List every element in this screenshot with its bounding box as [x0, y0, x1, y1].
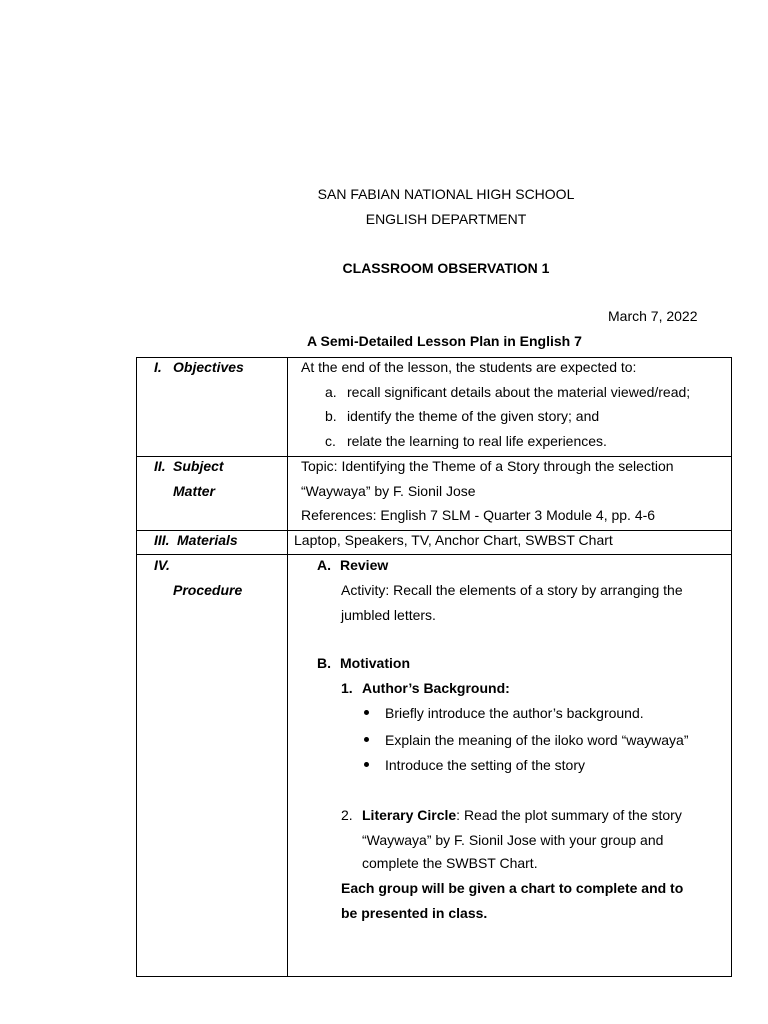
- group-note: Each group will be given a chart to complete and to: [341, 880, 684, 896]
- materials-number: III.: [154, 532, 170, 548]
- objectives-intro: At the end of the lesson, the students are expected to:: [301, 359, 637, 375]
- literary-circle-title: Literary Circle: [362, 807, 457, 823]
- subject-matter-label-cont: Matter: [173, 483, 216, 499]
- objective-item: relate the learning to real life experiences.: [347, 433, 607, 449]
- procedure-label: Procedure: [173, 582, 243, 598]
- bullet-icon: [364, 762, 369, 767]
- references-text: References: English 7 SLM - Quarter 3 Module 4, pp. 4-6: [301, 507, 656, 523]
- bullet-icon: [364, 710, 369, 715]
- bullet-item: Briefly introduce the author’s background.: [385, 705, 644, 721]
- subject-matter-label: Subject: [173, 458, 224, 474]
- lesson-plan-table: [136, 357, 732, 977]
- literary-circle-text-cont: “Waywaya” by F. Sionil Jose with your group and: [362, 832, 664, 848]
- row-divider: [137, 456, 731, 457]
- objective-marker: b.: [325, 408, 337, 424]
- department-name: ENGLISH DEPARTMENT: [365, 211, 527, 227]
- review-activity-cont: jumbled letters.: [341, 607, 436, 623]
- observation-title: CLASSROOM OBSERVATION 1: [342, 260, 550, 276]
- literary-circle-line: [362, 807, 682, 823]
- objectives-number: I.: [154, 359, 162, 375]
- bullet-item: Introduce the setting of the story: [385, 757, 586, 773]
- objective-marker: a.: [325, 384, 337, 400]
- column-divider: [287, 358, 288, 976]
- objectives-label: Objectives: [173, 359, 244, 375]
- bullet-icon: [364, 737, 369, 742]
- materials-text: Laptop, Speakers, TV, Anchor Chart, SWBST Chart: [294, 532, 613, 548]
- row-divider: [137, 554, 731, 555]
- objective-marker: c.: [325, 433, 336, 449]
- topic-text: Topic: Identifying the Theme of a Story through the selection: [301, 458, 674, 474]
- topic-text-cont: “Waywaya” by F. Sionil Jose: [301, 483, 476, 499]
- lesson-plan-title: A Semi-Detailed Lesson Plan in English 7: [307, 333, 582, 349]
- row-divider: [137, 530, 731, 531]
- school-name: SAN FABIAN NATIONAL HIGH SCHOOL: [317, 186, 575, 202]
- subject-matter-number: II.: [154, 458, 166, 474]
- lesson-date: March 7, 2022: [608, 308, 698, 324]
- motivation-title: Motivation: [340, 655, 410, 671]
- objective-item: recall significant details about the material viewed/read;: [347, 384, 691, 400]
- bullet-item: Explain the meaning of the iloko word “waywaya”: [385, 732, 689, 748]
- motivation-item-marker: 1.: [341, 680, 353, 696]
- review-title: Review: [340, 557, 389, 573]
- group-note-cont: be presented in class.: [341, 905, 488, 921]
- authors-background-title: Author’s Background:: [362, 680, 510, 696]
- objective-item: identify the theme of the given story; and: [347, 408, 600, 424]
- materials-label: Materials: [177, 532, 238, 548]
- literary-circle-text: : Read the plot summary of the story: [456, 807, 682, 823]
- literary-circle-text-cont: complete the SWBST Chart.: [362, 855, 538, 871]
- review-marker: A.: [317, 557, 331, 573]
- motivation-marker: B.: [317, 655, 331, 671]
- review-activity: Activity: Recall the elements of a story by arranging the: [341, 582, 683, 598]
- motivation-item-marker: 2.: [341, 807, 353, 823]
- procedure-number: IV.: [154, 557, 170, 573]
